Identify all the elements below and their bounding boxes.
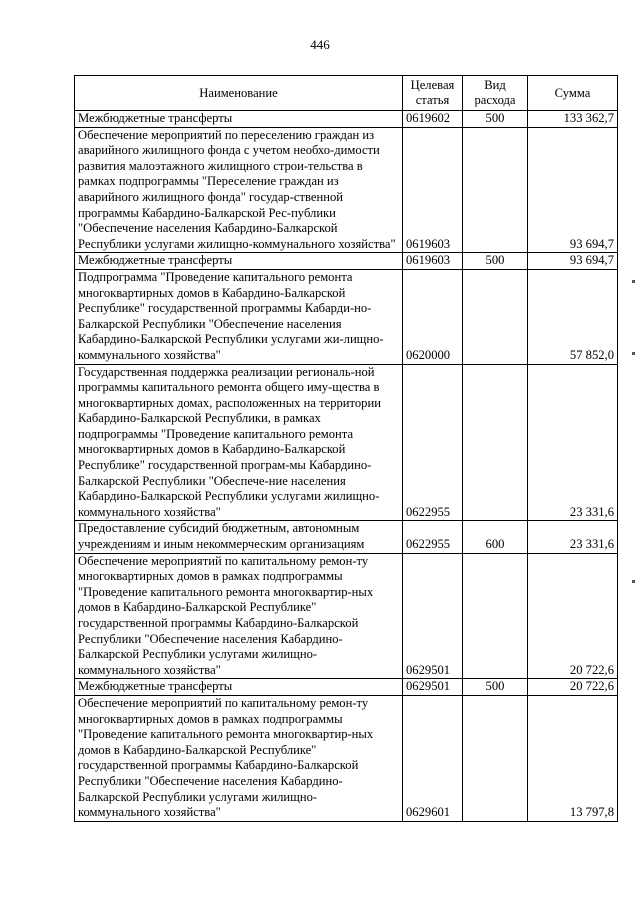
table-header [75, 76, 618, 111]
cell-code: 0629501 [403, 553, 463, 679]
cell-sum: 133 362,7 [528, 111, 618, 128]
cell-sum: 23 331,6 [528, 521, 618, 553]
table-row [75, 269, 618, 364]
cell-sum: 93 694,7 [528, 253, 618, 270]
header-name: Наименование [75, 76, 403, 111]
cell-name: Межбюджетные трансферты [75, 679, 403, 696]
cell-code: 0619603 [403, 127, 463, 253]
cell-sum: 23 331,6 [528, 364, 618, 521]
table-row [75, 679, 618, 696]
header-kind: Вид расхода [463, 76, 528, 111]
cell-code: 0619603 [403, 253, 463, 270]
table-row [75, 253, 618, 270]
cell-kind: 500 [463, 679, 528, 696]
cell-code: 0629501 [403, 679, 463, 696]
cell-name: Обеспечение мероприятий по переселению граждан из аварийного жилищного фонда с учетом необхо-димости развития малоэтажного жилищного строи-тельства в рамках подпрограммы "Переселение граждан из аварийного жилищного фонда" государ-ственной программы Кабардино-Балкарской Рес-публики "Обеспечение населения Кабардино-Балкарской Республики услугами жилищно-коммунального хозяйства" [75, 127, 403, 253]
cell-name: Подпрограмма "Проведение капитального ремонта многоквартирных домов в Кабардино-Балкарской Республике" государственной программы Кабарди-но-Балкарской Республики "Обеспечение населения Кабардино-Балкарской Республики услугами жи-лищно-коммунального хозяйства" [75, 269, 403, 364]
table-row [75, 695, 618, 821]
cell-kind [463, 553, 528, 679]
table-row [75, 521, 618, 553]
cell-kind [463, 695, 528, 821]
cell-code: 0629601 [403, 695, 463, 821]
budget-table [74, 75, 618, 822]
cell-kind: 500 [463, 253, 528, 270]
cell-name: Межбюджетные трансферты [75, 111, 403, 128]
cell-name: Обеспечение мероприятий по капитальному ремон-ту многоквартирных домов в рамках подпрограммы "Проведение капитального ремонта многоквартир-ных домов в Кабардино-Балкарской Республике" государственной программы Кабардино-Балкарской Республики "Обеспечение населения Кабардино-Балкарской Республики услугами жилищно-коммунального хозяйства" [75, 553, 403, 679]
table-row [75, 111, 618, 128]
page-number: 446 [310, 37, 330, 52]
cell-sum: 57 852,0 [528, 269, 618, 364]
cell-kind [463, 269, 528, 364]
cell-kind: 600 [463, 521, 528, 553]
cell-name: Обеспечение мероприятий по капитальному ремон-ту многоквартирных домов в рамках подпрограммы "Проведение капитального ремонта многоквартир-ных домов в Кабардино-Балкарской Республике" государственной программы Кабардино-Балкарской Республики "Обеспечение населения Кабардино-Балкарской Республики услугами жилищно-коммунального хозяйства" [75, 695, 403, 821]
table-body [75, 111, 618, 822]
cell-name: Предоставление субсидий бюджетным, автономным учреждениям и иным некоммерческим организациям [75, 521, 403, 553]
cell-kind [463, 127, 528, 253]
cell-kind: 500 [463, 111, 528, 128]
cell-sum: 20 722,6 [528, 553, 618, 679]
cell-code: 0620000 [403, 269, 463, 364]
table-row [75, 553, 618, 679]
cell-code: 0619602 [403, 111, 463, 128]
header-code: Целевая статья [403, 76, 463, 111]
cell-sum: 13 797,8 [528, 695, 618, 821]
table-row [75, 127, 618, 253]
header-sum: Сумма [528, 76, 618, 111]
cell-code: 0622955 [403, 521, 463, 553]
cell-name: Государственная поддержка реализации региональ-ной программы капитального ремонта общего иму-щества в многоквартирных домах, расположенных на территории Кабардино-Балкарской Республики, в рамках подпрограммы "Проведение капитального ремонта многоквартирных домов в Кабардино-Балкарской Республике" государственной програм-мы Кабардино-Балкарской Республики "Обеспече-ние населения Кабардино-Балкарской Республики услугами жилищно-коммунального хозяйства" [75, 364, 403, 521]
cell-name: Межбюджетные трансферты [75, 253, 403, 270]
cell-kind [463, 364, 528, 521]
cell-sum: 93 694,7 [528, 127, 618, 253]
header-row [75, 76, 618, 111]
cell-code: 0622955 [403, 364, 463, 521]
table-row [75, 364, 618, 521]
cell-sum: 20 722,6 [528, 679, 618, 696]
scan-margin-marks [632, 280, 636, 700]
